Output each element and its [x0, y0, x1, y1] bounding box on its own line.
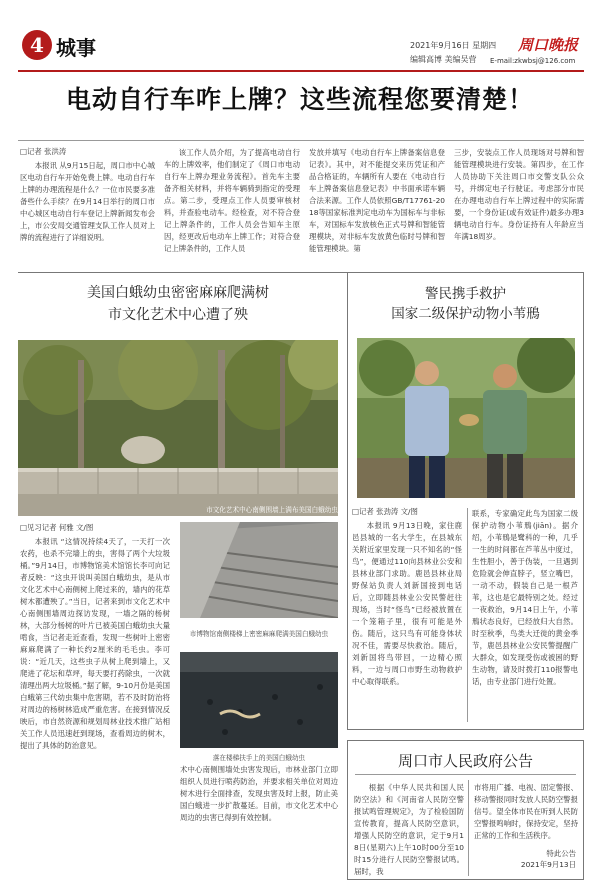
railing-illustration — [180, 652, 338, 748]
announcement-signature — [480, 848, 576, 870]
police-column-1: 本报讯 9月13日晚，家住鹿邑县城的一名大学生，在县城东关附近家里发现一只不知名的“怪鸟”，便通过110向县林业公安和县林业部门求助。鹿邑县林业局野保站负责人刘新国接到电话后，立即随县林业公安民警赶往现场，当时“怪鸟”已经被放置在一个笼箱子里，很有可能是外伤。随后，这只鸟有可能身体状况不佳，需要尽快救治。随后，刘新国将鸟带回，一边精心照料，一边与周口市野生动物救护中心取得联系。 — [352, 521, 462, 686]
announcement-column-2: 市将用广播、电视、固定警报、移动警报同时发放人民防空警报信号。望全体市民在听到人民防空警报鸣响时，保持安定，坚持正常的工作和生活秩序。 — [474, 783, 578, 840]
announcement-column-divider — [468, 780, 469, 876]
section-name: 城事 — [56, 36, 96, 60]
moth-column-2: 术中心南侧围墙处虫害发现后，市林业部门立即组织人员进行喷药防治，并要求相关单位对周边树木进行全面排查，发现虫害及时上报，防止美国白蛾进一步扩散蔓延。目前，市文化艺术中心周边的虫害已得到有效控制。 — [180, 765, 338, 822]
police-column-2: 联系，专家确定此鸟为国家二级保护动物小苇鳽(jiān)。据介绍，小苇鳽是鹭科的一种，几乎一生的时间都在芦苇丛中度过，生性胆小，善于伪装，一旦遇到危险就会伸直脖子，竖立嘴巴，一动不动，假装自己是一根芦苇，这也是它最特别之处。经过一夜救治，9月14日上午，小苇鳽状态良好，已经放归大自然。时至秋季，鸟类大迁徙的黄金季节，鹿邑县林业公安民警提醒广大群众，如发现受伤或被困的野生动物，请及时拨打110报警电话，由专业部门进行处置。 — [472, 509, 578, 686]
contact-email: E-mail:zkwbsj@126.com — [490, 57, 576, 65]
moth-title-line-1: 美国白蛾幼虫密密麻麻爬满树 — [87, 285, 269, 301]
moth-stairs-photo — [180, 522, 338, 618]
lead-headline: 电动自行车咋上牌？这些流程您要清楚！ — [65, 85, 534, 114]
moth-byline: □见习记者 何雅 文/图 — [20, 523, 94, 532]
lead-column-3: 发放并填写《电动自行车上牌备案信息登记表》。其中，对不能提交来历凭证和产品合格证的，车辆所有人要在《电动自行车上牌备案信息登记表》中书面承诺车辆合法来源。工作人员依照GB/T17761-2018等国家标准判定电动车为国标车与非标车，对国标车发放核色正式号牌和智能管理模块，对非标车发放黄色临时号牌和智能管理模块。第 — [309, 148, 445, 253]
announcement-column-1: 根据《中华人民共和国人民防空法》和《河南省人民防空警报试鸣管理规定》，为了检验国防宣传教育，提高人民防空意识，增强人民防空的意识，定于9月18日(星期六)上午10时00分至10时15分进行人民防空警报试鸣。届时，我 — [354, 783, 464, 876]
stairs-illustration — [180, 522, 338, 618]
announcement-date: 2021年9月13日 — [520, 860, 576, 869]
issue-date: 2021年9月16日 星期四 — [410, 41, 497, 50]
moth-photo-caption: 市文化艺术中心南侧围墙上满布美国白蛾幼虫 — [206, 506, 338, 514]
police-rescue-photo — [357, 338, 575, 498]
newspaper-logo: 周口晚报 — [518, 36, 579, 54]
police-title-line-1: 警民携手救护 — [425, 286, 506, 302]
rescue-illustration — [357, 338, 575, 498]
police-column-divider — [467, 508, 468, 722]
railing-caption: 落在楼梯扶手上的美国白蛾幼虫 — [212, 754, 306, 762]
moth-tree-photo — [18, 340, 338, 516]
lead-column-4: 三步，安装点工作人员现场对号牌和智能管理模块进行安装。第四步，在工作人员协助下关注周口市交警支队公众号，并绑定电子行驶证。考虑部分市民在办理电动自行车上牌过程中的实际需要，一个身份证(或有效证件)最多办理3辆电动自行车。身份证持有人年龄应当年满18周岁。 — [454, 148, 584, 241]
moth-railing-photo — [180, 652, 338, 748]
stairs-caption: 市博物馆南侧楼梯上密密麻麻爬满美国白蛾幼虫 — [189, 630, 329, 638]
headline-rule — [18, 140, 584, 141]
tree-wall-illustration — [18, 340, 338, 516]
announcement-title: 周口市人民政府公告 — [397, 752, 533, 770]
moth-title-line-2: 市文化艺术中心遭了殃 — [108, 307, 248, 323]
lead-byline: □记者 张洪涛 — [20, 147, 67, 156]
lead-column-2: 该工作人员介绍，为了提高电动自行车的上牌效率，他们制定了《周口市电动自行车上牌办理业务流程》。首先车主要备齐相关材料，并将车辆骑到指定的受理点。第二步，受理点工作人员要审核材料，并查验电动车。经检查，对不符合登记上牌条件的，工作人员会告知车主原因，经更改后电动车上牌工作；对符合登记上牌条件的，工作人员 — [164, 148, 300, 253]
lead-column-1: 本报讯 从9月15日起，周口市中心城区电动自行车开始免费上牌。电动自行车上牌的办理流程是什么？一位市民要多准备些什么手续？在9月14日举行的周口市中心城区电动自行车登记上牌新闻发布会上，市公安局交通管理支队工作人员对上牌的流程进行了详细说明。 — [20, 161, 155, 242]
police-byline: □记者 张劲涛 文/图 — [352, 507, 418, 516]
announcement-signer: 特此公告 — [546, 849, 576, 858]
police-title-line-2: 国家二级保护动物小苇鳽 — [391, 306, 540, 322]
moth-story-title — [18, 282, 338, 326]
header-rule — [18, 70, 584, 72]
police-story-title — [347, 284, 584, 324]
editor-credit: 编辑高博 美编吴营 — [410, 55, 477, 64]
page-number-badge: 4 — [22, 30, 52, 60]
moth-column-1: 本报讯 “这情况持续4天了，一天打一次农药，也杀不完墙上的虫，害得了两个大垃圾桶。”9月14日，市博物馆美术馆馆长李可向记者反映：“这虫开说叫美国白蛾幼虫，是从市文化艺术中心南侧树上爬过来的，墙内的花草树木都遭殃了。”当日，记者来到市文化艺术中心南侧围墙周边探访发现，一墙之隔的杨树林，大部分杨树的叶片已被美国白蛾幼虫大量啃食，当记者走近查看，发现一些树叶上密密麻麻爬满了一种长约2厘米的毛毛虫。李可说：“近几天，这些虫子从树上爬到墙上，又爬进了花坛和草坪，每天要打药除虫，一次就清理出两大垃圾桶。”据了解，9-10月份是美国白蛾第三代幼虫集中危害期，若不及时防治将对周边的杨树林造成严重危害。在接到情况反映后，市自然资源和规划局林业技术推广站相关工作人员迅速赶到现场，查看周边的树木，提出了具体的防治意见。 — [20, 537, 170, 750]
announcement-title-rule — [355, 774, 576, 775]
